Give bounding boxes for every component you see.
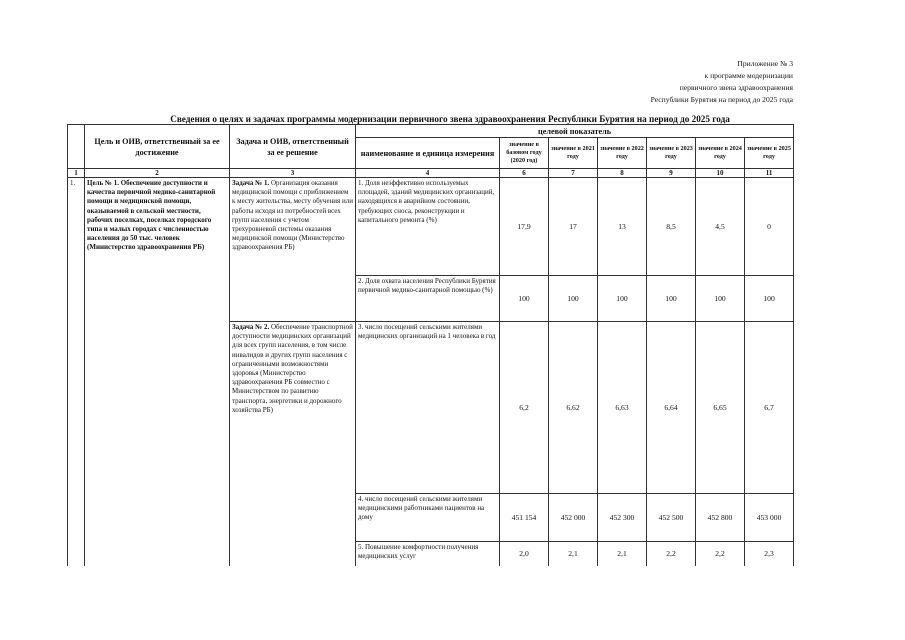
indicator-value: 2,3 <box>745 542 794 566</box>
indicator-value: 6,62 <box>549 322 598 494</box>
column-number: 9 <box>647 169 696 178</box>
column-number: 3 <box>230 169 356 178</box>
header-goal: Цель и ОИВ, ответственный за ее достижение <box>85 125 230 169</box>
header-2024: значение в 2024 году <box>696 138 745 169</box>
indicator-value: 2,2 <box>696 542 745 566</box>
table-row <box>68 178 794 276</box>
indicator-value: 452 300 <box>598 494 647 542</box>
column-number: 1 <box>68 169 85 178</box>
indicator-value: 452 000 <box>549 494 598 542</box>
indicator-value: 100 <box>647 276 696 322</box>
indicator-name: 4. число посещений сельскими жителями медицинскими работниками пациентов на дому <box>356 494 500 542</box>
appendix-line: первичного звена здравоохранения <box>679 83 793 92</box>
indicator-value: 100 <box>745 276 794 322</box>
indicator-name: 3. число посещений сельскими жителями медицинских организаций на 1 человека в год <box>356 322 500 494</box>
indicator-value: 0 <box>745 178 794 276</box>
indicator-value: 6,63 <box>598 322 647 494</box>
task-1-cell <box>230 178 356 322</box>
header-base-year: значение в базовом году (2020 год) <box>500 138 549 169</box>
goals-table <box>67 124 794 566</box>
indicator-value: 8,5 <box>647 178 696 276</box>
task-title: Задача № 2. <box>232 323 270 331</box>
column-number: 7 <box>549 169 598 178</box>
indicator-value: 2,0 <box>500 542 549 566</box>
header-num-cell <box>68 125 85 169</box>
appendix-line: Приложение № 3 <box>737 59 793 68</box>
task-title: Задача № 1. <box>232 179 270 187</box>
indicator-value: 17,9 <box>500 178 549 276</box>
column-number: 8 <box>598 169 647 178</box>
appendix-line: к программе модернизации <box>704 71 793 80</box>
indicator-value: 6,2 <box>500 322 549 494</box>
task-text: Организация оказания медицинской помощи с приближением к месту жительства, месту обучения или работы исходя из потребностей всех групп населения с учетом трехуровневой системы оказания медицинской помощи (Министерство здравоохранения РБ) <box>232 179 354 252</box>
task-2-cell <box>230 322 356 566</box>
header-task: Задача и ОИВ, ответственный за ее решение <box>230 125 356 169</box>
indicator-name: 5. Повышение комфортности получения медицинских услуг <box>356 542 500 566</box>
header-indicator: наименование и единица измерения <box>356 138 500 169</box>
column-number: 10 <box>696 169 745 178</box>
appendix-note <box>651 58 793 106</box>
header-2022: значение в 2022 году <box>598 138 647 169</box>
indicator-value: 2,1 <box>549 542 598 566</box>
goal-cell: Цель № 1. Обеспечение доступности и качества первичной медико-санитарной помощи и медицинской помощи, оказываемой в сельской местности, рабочих поселках, поселках городского типа и малых городах с численностью населения до 50 тыс. человек (Министерство здравоохранения РБ) <box>85 178 230 566</box>
task-text: Обеспечение транспортной доступности медицинских организаций для всех групп населения, в том числе инвалидов и других групп населения с ограниченными возможностями здоровья (Министерство здравоохранения РБ совместно с Министерством по развитию транспорта, энергетики и дорожного хозяйства РБ) <box>232 323 353 414</box>
indicator-value: 451 154 <box>500 494 549 542</box>
indicator-value: 2,2 <box>647 542 696 566</box>
indicator-value: 100 <box>549 276 598 322</box>
indicator-value: 100 <box>696 276 745 322</box>
appendix-line: Республики Бурятия на период до 2025 года <box>650 95 793 104</box>
indicator-value: 6,64 <box>647 322 696 494</box>
indicator-value: 100 <box>500 276 549 322</box>
column-number: 2 <box>85 169 230 178</box>
indicator-name: 1. Доля неэффективно используемых площадей, зданий медицинских организаций, находящихся в аварийном состоянии, требующих сноса, реконструкции и капитального ремонта (%) <box>356 178 500 276</box>
header-target: целевой показатель <box>356 125 794 138</box>
header-2021: значение в 2021 году <box>549 138 598 169</box>
header-2025: значение в 2025 году <box>745 138 794 169</box>
indicator-value: 6,7 <box>745 322 794 494</box>
document-title: Сведения о целях и задачах программы модернизации первичного звена здравоохранения Республики Бурятия на период до 2025 года <box>170 114 730 124</box>
indicator-value: 6,65 <box>696 322 745 494</box>
indicator-value: 2,1 <box>598 542 647 566</box>
column-number: 11 <box>745 169 794 178</box>
header-2023: значение в 2023 году <box>647 138 696 169</box>
indicator-name: 2. Доля охвата населения Республики Бурятия первичной медико-санитарной помощью (%) <box>356 276 500 322</box>
indicator-value: 4,5 <box>696 178 745 276</box>
row-number: 1. <box>68 178 85 566</box>
indicator-value: 452 500 <box>647 494 696 542</box>
indicator-value: 17 <box>549 178 598 276</box>
indicator-value: 100 <box>598 276 647 322</box>
indicator-value: 453 000 <box>745 494 794 542</box>
indicator-value: 452 800 <box>696 494 745 542</box>
column-number: 4 <box>356 169 500 178</box>
column-number-row <box>68 169 794 178</box>
column-number: 6 <box>500 169 549 178</box>
indicator-value: 13 <box>598 178 647 276</box>
